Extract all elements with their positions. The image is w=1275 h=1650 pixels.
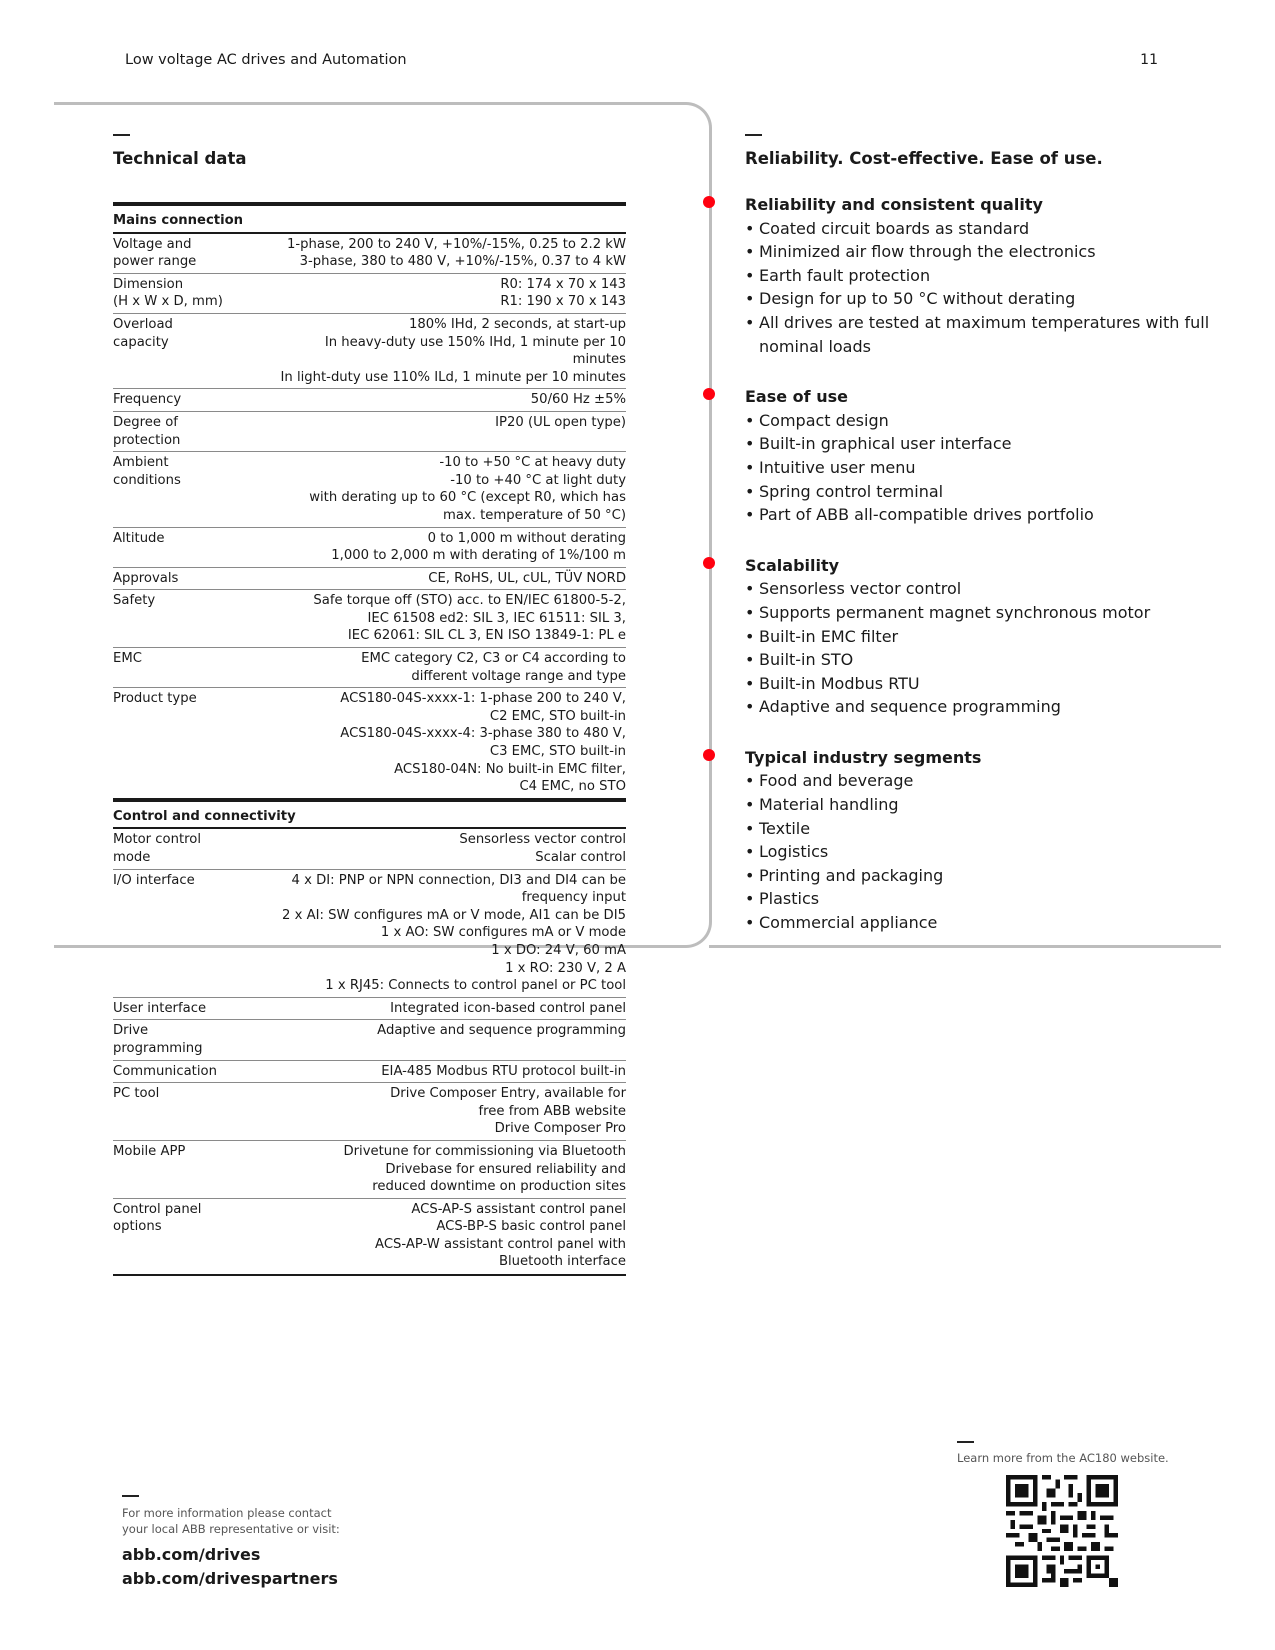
spec-label	[113, 828, 273, 869]
spec-value-line: 1 x RO: 230 V, 2 A	[505, 960, 626, 976]
spec-value	[273, 1060, 626, 1083]
spec-label	[113, 648, 273, 688]
footer-note	[122, 1505, 340, 1537]
spec-value	[273, 273, 626, 313]
feature-item: • Logistics	[745, 840, 1215, 864]
spec-row	[113, 411, 626, 451]
spec-label	[113, 527, 273, 567]
spec-row	[113, 828, 626, 869]
spec-label-line: Mobile APP	[113, 1143, 186, 1159]
spec-value-line: free from ABB website	[478, 1103, 626, 1119]
feature-group-title: Reliability and consistent quality	[745, 195, 1043, 214]
feature-item: • Earth fault protection	[745, 264, 1215, 288]
spec-value-line: 50/60 Hz ±5%	[530, 392, 626, 408]
feature-group	[745, 385, 1215, 527]
spec-label-line: I/O interface	[113, 872, 195, 888]
feature-item: • Supports permanent magnet synchronous motor	[745, 601, 1215, 625]
feature-list	[745, 409, 1215, 527]
feature-list	[745, 769, 1215, 934]
feature-item: • Material handling	[745, 793, 1215, 817]
spec-value	[273, 688, 626, 800]
feature-item: • Sensorless vector control	[745, 577, 1215, 601]
spec-label	[113, 313, 273, 388]
spec-value-line: frequency input	[521, 890, 626, 906]
spec-value-line: 180% IHd, 2 seconds, at start-up	[409, 316, 626, 332]
spec-value-line: -10 to +40 °C at light duty	[450, 472, 626, 488]
footer-contact	[122, 1495, 340, 1590]
spec-row	[113, 527, 626, 567]
spec-value	[273, 233, 626, 274]
spec-group-title: Mains connection	[113, 204, 626, 233]
spec-value-line: with derating up to 60 °C (except R0, which has	[309, 490, 626, 506]
spec-value-line: Safe torque off (STO) acc. to EN/IEC 61800-5-2,	[313, 593, 626, 609]
spec-label	[113, 1020, 273, 1060]
feature-groups	[745, 193, 1215, 935]
feature-item: • Minimized air flow through the electronics	[745, 240, 1215, 264]
spec-value-line: reduced downtime on production sites	[372, 1179, 626, 1195]
spec-table	[113, 202, 626, 1276]
spec-label-line: Degree of	[113, 414, 178, 430]
feature-item: • Coated circuit boards as standard	[745, 217, 1215, 241]
spec-value-line: ACS180-04S-xxxx-4: 3-phase 380 to 480 V,	[340, 726, 626, 742]
spec-label-line: Approvals	[113, 570, 179, 586]
spec-label	[113, 452, 273, 527]
spec-label	[113, 688, 273, 800]
spec-value-line: R1: 190 x 70 x 143	[500, 294, 626, 310]
spec-value-line: Scalar control	[535, 850, 626, 865]
spec-row	[113, 648, 626, 688]
footer-dash	[122, 1495, 139, 1497]
footer-link-drivespartners[interactable]: abb.com/drivespartners	[122, 1568, 338, 1588]
spec-value-line: IP20 (UL open type)	[495, 414, 626, 430]
spec-value	[273, 1198, 626, 1275]
feature-item: • Textile	[745, 817, 1215, 841]
decorative-frame-line	[709, 945, 1221, 948]
feature-item: • Built-in EMC filter	[745, 625, 1215, 649]
spec-label	[113, 997, 273, 1020]
spec-value-line: different voltage range and type	[411, 668, 626, 684]
spec-label-line: programming	[113, 1040, 203, 1056]
footer-link-drives[interactable]: abb.com/drives	[122, 1545, 261, 1564]
spec-row	[113, 590, 626, 648]
spec-label	[113, 411, 273, 451]
red-dot-icon	[703, 557, 715, 569]
spec-value	[273, 411, 626, 451]
spec-value	[273, 1020, 626, 1060]
feature-item: • Built-in STO	[745, 648, 1215, 672]
spec-value-line: 1 x DO: 24 V, 60 mA	[491, 942, 626, 958]
spec-group-header	[113, 800, 626, 829]
feature-list	[745, 577, 1215, 719]
spec-value-line: In light-duty use 110% ILd, 1 minute per 10 minutes	[280, 369, 626, 385]
spec-value-line: ACS180-04S-xxxx-1: 1-phase 200 to 240 V,	[340, 691, 626, 707]
spec-value-line: 1,000 to 2,000 m with derating of 1%/100 m	[331, 548, 626, 564]
spec-label-line: Ambient	[113, 455, 169, 471]
spec-value-line: Drivetune for commissioning via Bluetooth	[343, 1143, 626, 1159]
spec-value-line: C2 EMC, STO built-in	[489, 708, 626, 724]
spec-value-line: ACS180-04N: No built-in EMC filter,	[394, 761, 626, 777]
features-title: Reliability. Cost-effective. Ease of use.	[745, 149, 1103, 168]
spec-value-line: 3-phase, 380 to 480 V, +10%/-15%, 0.37 to 4 kW	[299, 254, 626, 270]
spec-value	[273, 1140, 626, 1198]
qr-block	[957, 1441, 1169, 1591]
spec-label	[113, 567, 273, 590]
spec-label-line: Control panel	[113, 1201, 202, 1217]
spec-value-line: 1 x AO: SW configures mA or V mode	[380, 925, 626, 941]
spec-row	[113, 567, 626, 590]
spec-label	[113, 389, 273, 412]
red-dot-icon	[703, 749, 715, 761]
spec-row	[113, 313, 626, 388]
spec-label-line: Product type	[113, 691, 197, 707]
spec-value-line: 0 to 1,000 m without derating	[427, 530, 626, 546]
feature-item: • Part of ABB all-compatible drives portfolio	[745, 503, 1215, 527]
spec-label-line: conditions	[113, 472, 181, 488]
spec-value-line: Drive Composer Pro	[494, 1121, 626, 1137]
feature-item: • Built-in graphical user interface	[745, 432, 1215, 456]
spec-label-line: protection	[113, 432, 181, 448]
spec-row	[113, 997, 626, 1020]
spec-value	[273, 1083, 626, 1141]
spec-row	[113, 1060, 626, 1083]
spec-value	[273, 828, 626, 869]
spec-label	[113, 1198, 273, 1275]
feature-item: • Compact design	[745, 409, 1215, 433]
spec-label-line: Dimension	[113, 276, 184, 292]
spec-value	[273, 452, 626, 527]
spec-label-line: Safety	[113, 593, 156, 609]
spec-label-line: power range	[113, 254, 197, 270]
spec-value-line: EMC category C2, C3 or C4 according to	[361, 651, 626, 667]
spec-value-line: ACS-BP-S basic control panel	[436, 1219, 626, 1235]
spec-row	[113, 452, 626, 527]
spec-value-line: Adaptive and sequence programming	[377, 1023, 626, 1039]
spec-row	[113, 389, 626, 412]
feature-group-title: Scalability	[745, 555, 840, 575]
spec-value	[273, 313, 626, 388]
spec-value-line: 1-phase, 200 to 240 V, +10%/-15%, 0.25 to 2.2 kW	[287, 236, 626, 252]
spec-label-line: Drive	[113, 1023, 149, 1039]
feature-list	[745, 217, 1215, 359]
spec-label	[113, 1140, 273, 1198]
feature-item: • Commercial appliance	[745, 911, 1215, 935]
spec-value-line: Drivebase for ensured reliability and	[385, 1161, 626, 1177]
spec-value-line: 1 x RJ45: Connects to control panel or PC tool	[325, 978, 626, 994]
feature-group	[745, 193, 1215, 358]
spec-label	[113, 273, 273, 313]
qr-dash	[957, 1441, 974, 1443]
spec-label-line: Motor control	[113, 832, 202, 848]
spec-value-line: 4 x DI: PNP or NPN connection, DI3 and DI4 can be	[291, 872, 626, 888]
spec-value-line: ACS-AP-S assistant control panel	[411, 1201, 626, 1217]
spec-value-line: max. temperature of 50 °C)	[442, 507, 626, 523]
spec-label	[113, 1083, 273, 1141]
spec-label-line: EMC	[113, 651, 142, 667]
spec-label	[113, 1060, 273, 1083]
spec-label-line: (H x W x D, mm)	[113, 294, 223, 310]
red-dot-icon	[703, 196, 715, 208]
spec-label	[113, 590, 273, 648]
feature-item: • Adaptive and sequence programming	[745, 695, 1215, 719]
feature-item: • Intuitive user menu	[745, 456, 1215, 480]
features-section	[745, 134, 1215, 935]
feature-group	[745, 746, 1215, 935]
spec-value	[273, 389, 626, 412]
feature-item: • Plastics	[745, 887, 1215, 911]
feature-item: • All drives are tested at maximum temperatures with full nominal loads	[745, 311, 1215, 358]
spec-value-line: Sensorless vector control	[459, 832, 626, 848]
spec-label-line: capacity	[113, 334, 169, 350]
feature-item: • Printing and packaging	[745, 864, 1215, 888]
spec-value-line: IEC 61508 ed2: SIL 3, IEC 61511: SIL 3,	[367, 610, 626, 626]
technical-data-title: Technical data	[113, 149, 247, 168]
footer-note-line: For more information please contact	[122, 1506, 332, 1520]
spec-row	[113, 1198, 626, 1275]
spec-value-line: In heavy-duty use 150% IHd, 1 minute per 10 minutes	[324, 334, 626, 368]
spec-row	[113, 1140, 626, 1198]
spec-row	[113, 688, 626, 800]
spec-value	[273, 869, 626, 997]
spec-label	[113, 233, 273, 274]
spec-value	[273, 590, 626, 648]
feature-item: • Food and beverage	[745, 769, 1215, 793]
red-dot-icon	[703, 388, 715, 400]
section-dash	[745, 134, 762, 136]
spec-value-line: ACS-AP-W assistant control panel with	[375, 1236, 626, 1252]
spec-row	[113, 1020, 626, 1060]
spec-value-line: C3 EMC, STO built-in	[489, 744, 626, 760]
spec-value-line: Bluetooth interface	[498, 1254, 626, 1270]
feature-item: • Built-in Modbus RTU	[745, 672, 1215, 696]
spec-label	[113, 869, 273, 997]
qr-note: Learn more from the AC180 website.	[957, 1451, 1169, 1465]
spec-value-line: EIA-485 Modbus RTU protocol built-in	[381, 1063, 626, 1079]
spec-value-line: IEC 62061: SIL CL 3, EN ISO 13849-1: PL e	[347, 628, 626, 644]
spec-row	[113, 273, 626, 313]
spec-group-header	[113, 204, 626, 233]
feature-item: • Design for up to 50 °C without derating	[745, 287, 1215, 311]
footer-note-line: your local ABB representative or visit:	[122, 1522, 340, 1536]
section-dash	[113, 134, 130, 136]
spec-row	[113, 233, 626, 274]
spec-value-line: C4 EMC, no STO	[519, 779, 626, 795]
spec-value	[273, 648, 626, 688]
spec-label-line: Overload	[113, 316, 173, 332]
spec-value	[273, 527, 626, 567]
spec-value-line: Drive Composer Entry, available for	[390, 1086, 626, 1102]
page-number: 11	[1140, 52, 1158, 68]
qr-code-icon[interactable]	[1006, 1475, 1118, 1587]
spec-label-line: User interface	[113, 1000, 207, 1016]
spec-value-line: 2 x AI: SW configures mA or V mode, AI1 can be DI5	[282, 907, 626, 923]
header-title: Low voltage AC drives and Automation	[125, 52, 407, 68]
spec-value-line: R0: 174 x 70 x 143	[500, 276, 626, 292]
feature-group-title: Ease of use	[745, 387, 848, 407]
spec-label-line: Altitude	[113, 530, 165, 546]
spec-value-line: CE, RoHS, UL, cUL, TÜV NORD	[428, 570, 626, 586]
feature-group-title: Typical industry segments	[745, 747, 982, 767]
spec-label-line: Communication	[113, 1063, 217, 1079]
spec-row	[113, 1083, 626, 1141]
spec-label-line: mode	[113, 850, 151, 865]
spec-value	[273, 567, 626, 590]
spec-value	[273, 997, 626, 1020]
spec-label-line: Frequency	[113, 392, 182, 408]
spec-group-title: Control and connectivity	[113, 800, 626, 829]
spec-label-line: Voltage and	[113, 236, 192, 252]
feature-group	[745, 554, 1215, 719]
spec-row	[113, 869, 626, 997]
spec-label-line: options	[113, 1219, 162, 1235]
spec-value-line: -10 to +50 °C at heavy duty	[439, 455, 626, 471]
spec-value-line: Integrated icon-based control panel	[390, 1000, 626, 1016]
spec-label-line: PC tool	[113, 1086, 160, 1102]
feature-item: • Spring control terminal	[745, 480, 1215, 504]
technical-data-section	[113, 134, 626, 1276]
